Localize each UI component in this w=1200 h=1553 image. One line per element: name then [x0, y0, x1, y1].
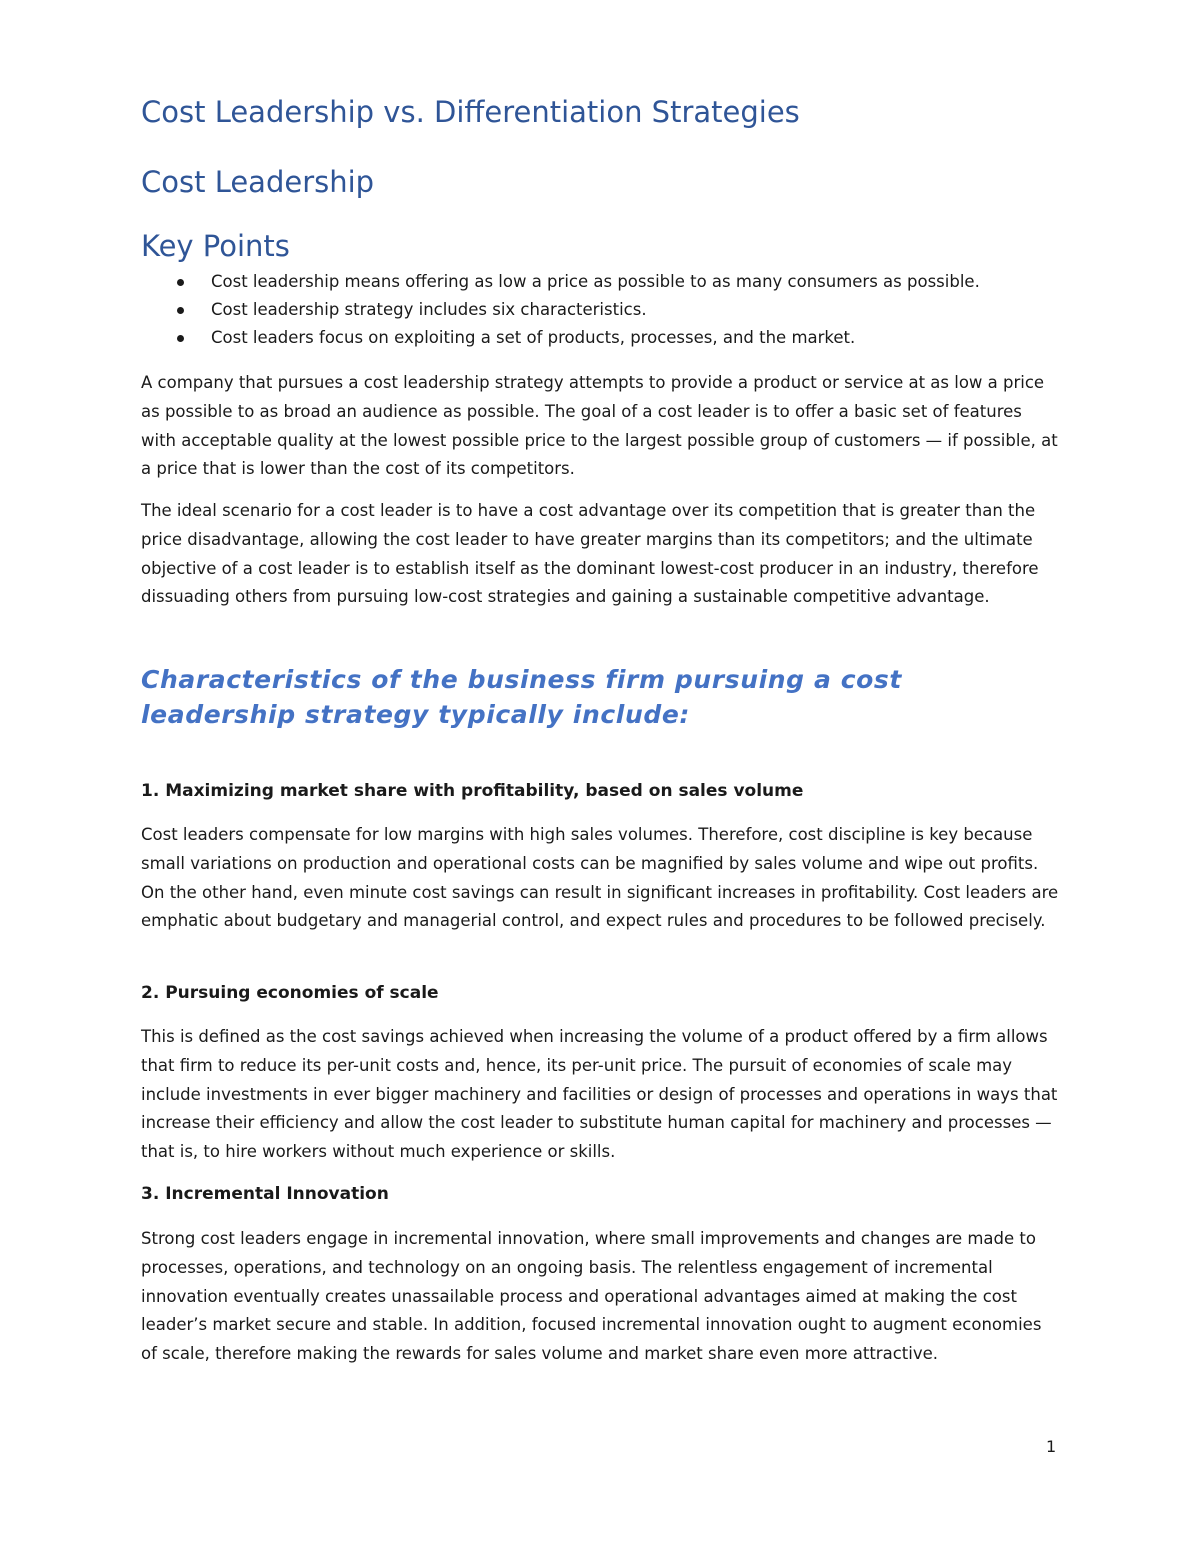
key-points-list [141, 268, 1061, 352]
list-item [141, 324, 1061, 352]
characteristics-heading: Characteristics of the business firm pursuing a cost leadership strategy typically include: [141, 665, 902, 729]
key-point-text: Cost leaders focus on exploiting a set of products, processes, and the market. [211, 328, 856, 347]
characteristic-heading: 2. Pursuing economies of scale [141, 983, 439, 1003]
bullet-icon [177, 279, 184, 286]
characteristic-heading: 3. Incremental Innovation [141, 1184, 389, 1204]
bullet-icon [177, 335, 184, 342]
characteristic-body: Cost leaders compensate for low margins with high sales volumes. Therefore, cost discipline is key because small variations on production and operational costs can be magnified by sales volume and wipe out profits. On the other hand, even minute cost savings can result in significant increases in profitability. Cost leaders are emphatic about budgetary and managerial control, and expect rules and procedures to be followed precisely. [141, 825, 1059, 931]
characteristic-body: This is defined as the cost savings achieved when increasing the volume of a product offered by a firm allows that firm to reduce its per-unit costs and, hence, its per-unit price. The pursuit of economies of scale may include investments in ever bigger machinery and facilities or design of processes and operations in ways that increase their efficiency and allow the cost leader to substitute human capital for machinery and processes — that is, to hire workers without much experience or skills. [141, 1027, 1058, 1162]
page-number: 1 [1046, 1437, 1057, 1456]
key-point-text: Cost leadership strategy includes six characteristics. [211, 300, 647, 319]
list-item [141, 296, 1061, 324]
key-point-text: Cost leadership means offering as low a price as possible to as many consumers as possible. [211, 272, 980, 291]
list-item [141, 268, 1061, 296]
intro-paragraph: The ideal scenario for a cost leader is to have a cost advantage over its competition that is greater than the price disadvantage, allowing the cost leader to have greater margins than its competitors; and the ultimate objective of a cost leader is to establish itself as the dominant lowest-cost producer in an industry, therefore dissuading others from pursuing low-cost strategies and gaining a sustainable competitive advantage. [141, 501, 1039, 607]
intro-paragraph: A company that pursues a cost leadership strategy attempts to provide a product or service at as low a price as possible to as broad an audience as possible. The goal of a cost leader is to offer a basic set of features with acceptable quality at the lowest possible price to the largest possible group of customers — if possible, at a price that is lower than the cost of its competitors. [141, 373, 1058, 479]
bullet-icon [177, 307, 184, 314]
characteristic-heading: 1. Maximizing market share with profitability, based on sales volume [141, 781, 804, 801]
section-heading: Cost Leadership [141, 165, 375, 199]
characteristic-body: Strong cost leaders engage in incremental innovation, where small improvements and changes are made to processes, operations, and technology on an ongoing basis. The relentless engagement of incremental innovation eventually creates unassailable process and operational advantages aimed at making the cost leader’s market secure and stable. In addition, focused incremental innovation ought to augment economies of scale, therefore making the rewards for sales volume and market share even more attractive. [141, 1229, 1042, 1364]
key-points-heading: Key Points [141, 229, 290, 263]
document-title: Cost Leadership vs. Differentiation Strategies [141, 95, 800, 129]
